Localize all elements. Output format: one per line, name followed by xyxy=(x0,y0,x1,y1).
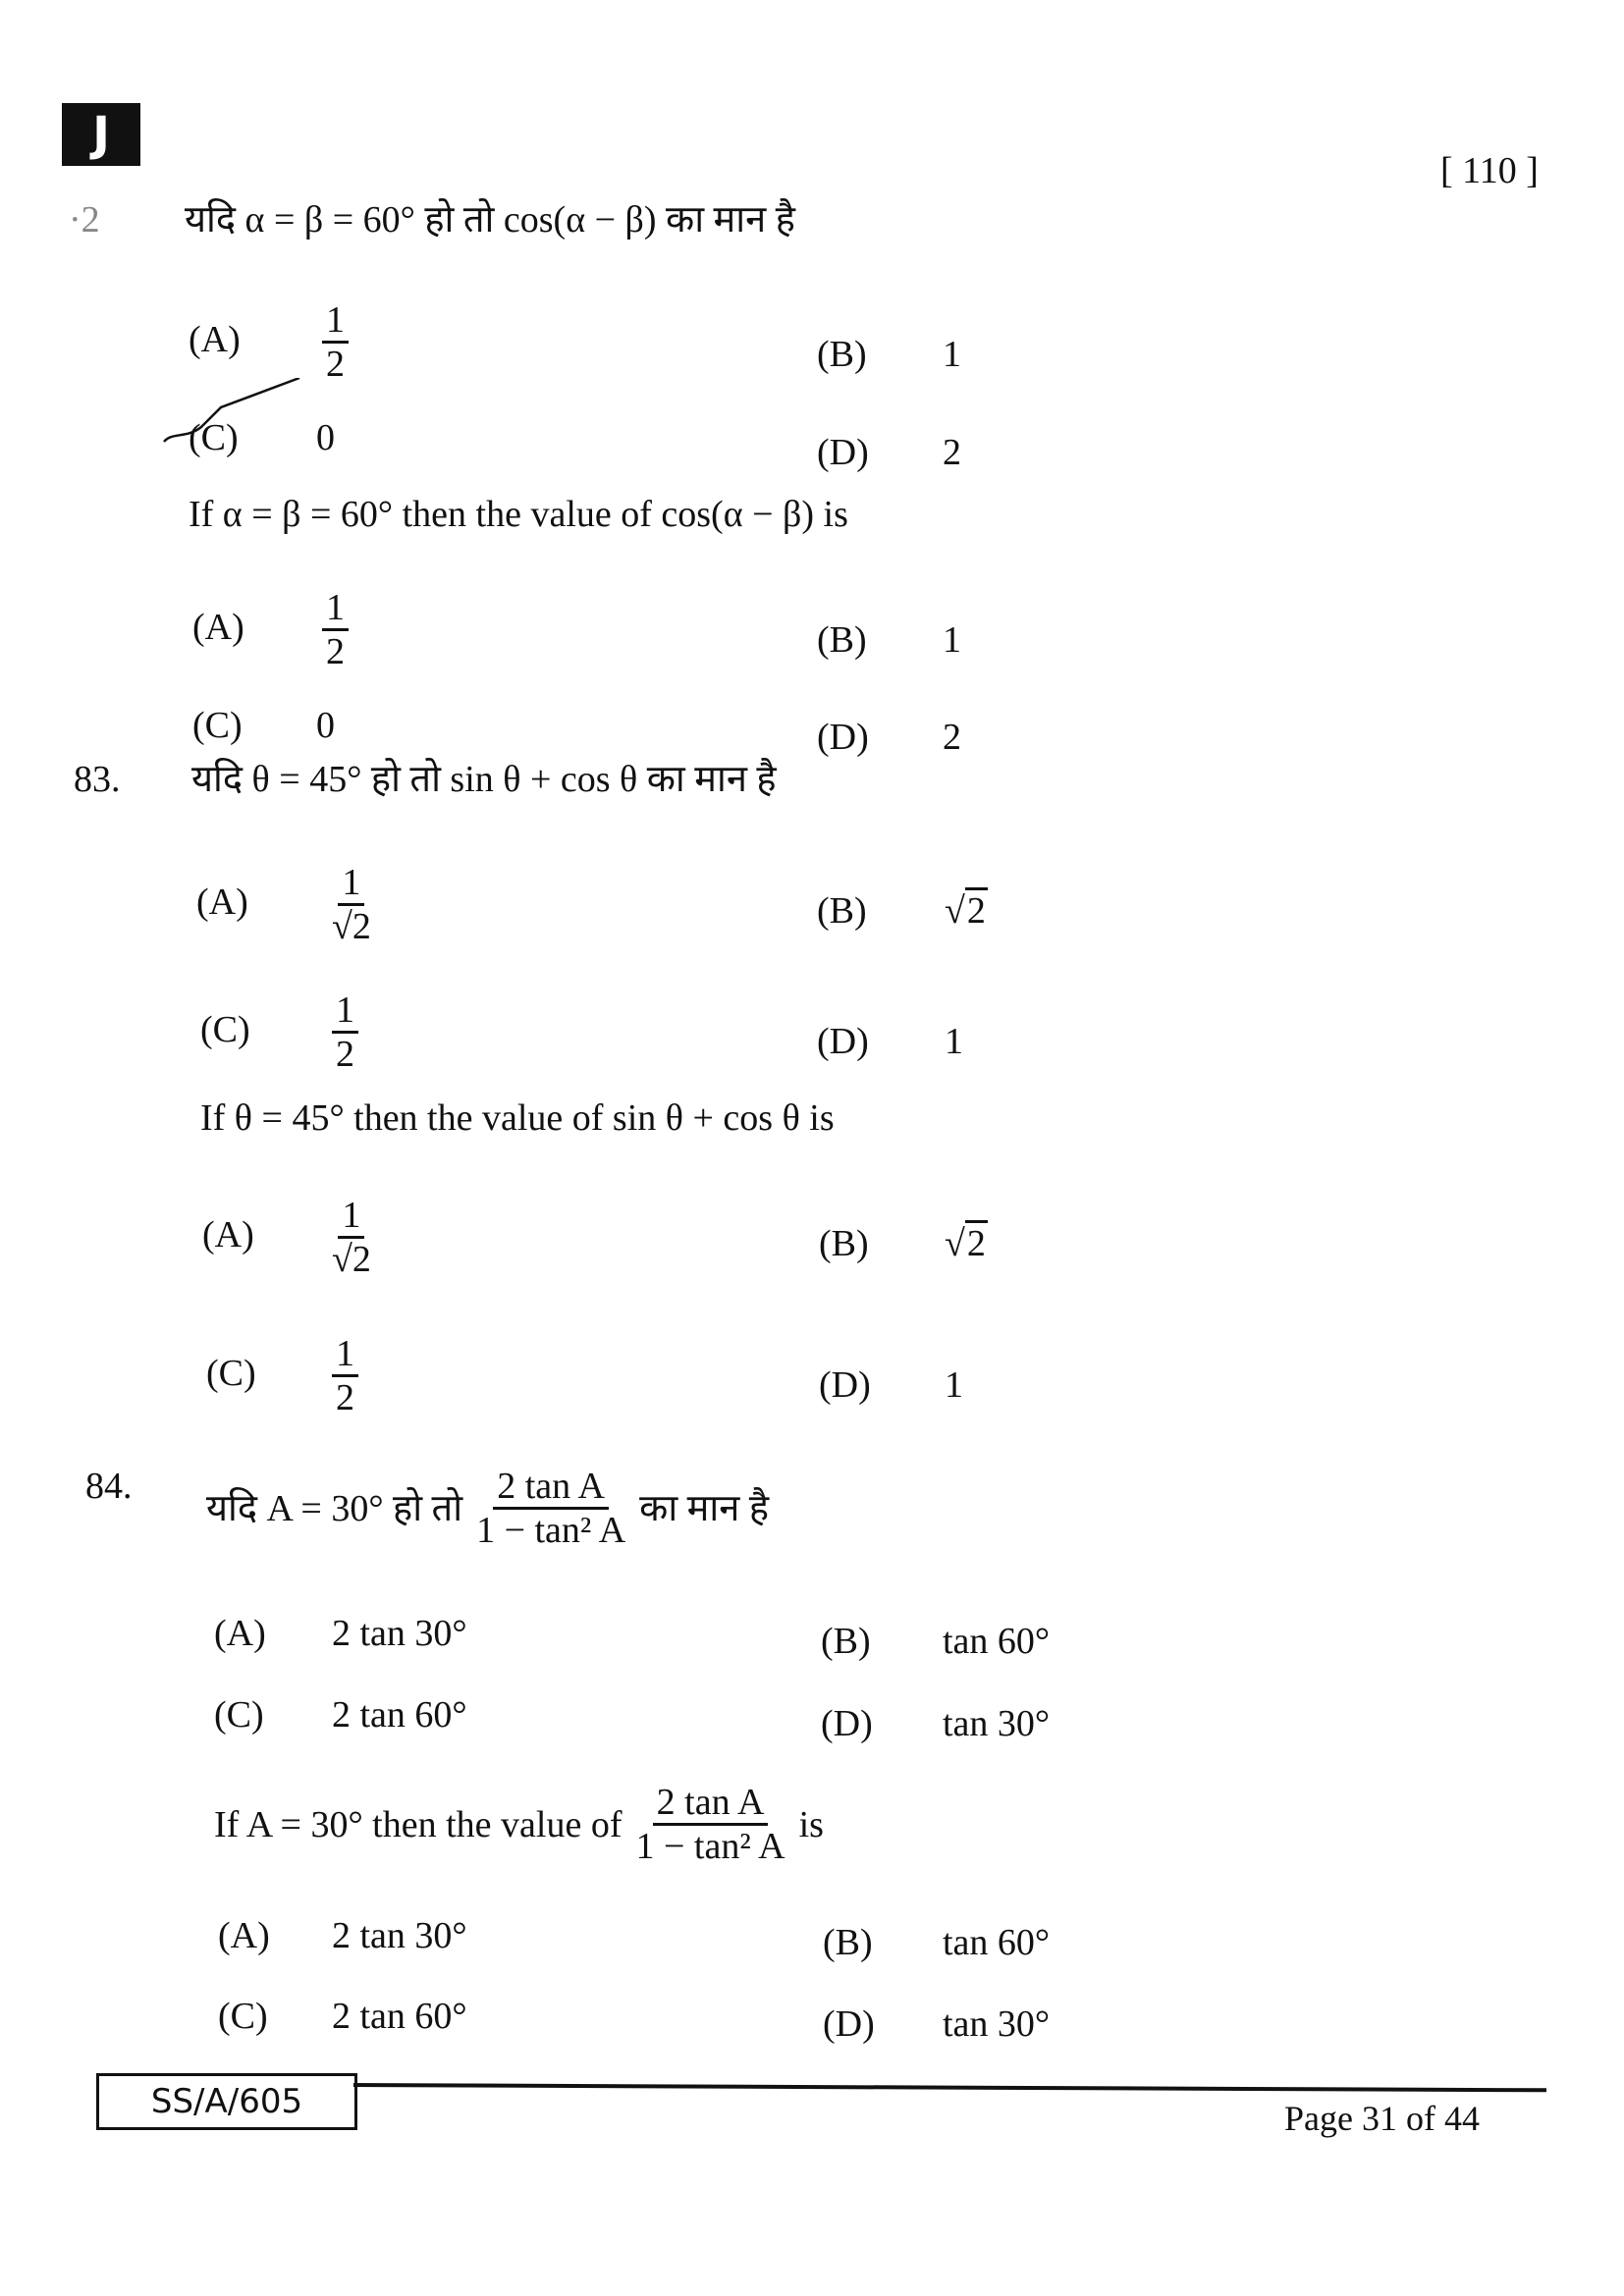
hindi-option-a xyxy=(214,1613,467,1654)
option-value xyxy=(326,1197,377,1278)
fraction xyxy=(332,1197,371,1278)
denominator: 2 xyxy=(336,1034,354,1075)
option-value xyxy=(943,1924,1050,1961)
hindi-option-c xyxy=(200,989,354,1075)
radical-sign: √ xyxy=(945,890,965,932)
hindi-option-b xyxy=(821,1621,1051,1662)
option-label: (B) xyxy=(819,1223,869,1264)
hindi-option-c xyxy=(189,417,335,458)
denominator: √2 xyxy=(332,1239,371,1280)
hindi-question-stem xyxy=(185,201,795,239)
text-run: यदि θ = 45° हो तो sin θ + cos θ का मान है xyxy=(191,759,777,800)
option-label: (C) xyxy=(218,1996,268,2037)
denominator: 2 xyxy=(326,631,345,672)
option-label: (C) xyxy=(189,417,239,458)
radicand: 2 xyxy=(965,1220,988,1264)
numerator: 1 xyxy=(332,991,358,1034)
option-label: (C) xyxy=(200,1009,250,1050)
option-label: (A) xyxy=(189,319,241,360)
text-run: 1 xyxy=(943,619,961,661)
text-run: 0 xyxy=(316,417,335,458)
option-value xyxy=(326,1335,364,1416)
fraction xyxy=(322,301,349,383)
text-run: का मान है xyxy=(639,1487,770,1529)
english-option-c xyxy=(218,1996,467,2037)
hindi-option-b xyxy=(817,334,961,375)
option-label: (B) xyxy=(817,890,867,932)
fraction xyxy=(332,991,358,1073)
english-option-d xyxy=(819,1364,963,1406)
option-value xyxy=(943,1705,1050,1742)
option-label: (D) xyxy=(821,1703,873,1744)
text-run: 2 tan 60° xyxy=(332,1996,467,2037)
text-run: 0 xyxy=(316,705,335,746)
option-value xyxy=(316,707,335,744)
text-run: tan 60° xyxy=(943,1621,1051,1662)
fraction xyxy=(635,1784,785,1865)
option-label: (C) xyxy=(214,1694,264,1735)
footer-rule xyxy=(353,2083,1546,2092)
option-label: (B) xyxy=(821,1621,871,1662)
text-run: If A = 30° then the value of xyxy=(214,1803,623,1845)
english-option-b xyxy=(819,1223,986,1264)
text-run: 2 tan 30° xyxy=(332,1915,467,1956)
option-value xyxy=(332,1917,467,1954)
text-run: 1 xyxy=(943,334,961,375)
english-question-stem xyxy=(214,1784,824,1865)
english-option-c xyxy=(192,705,335,746)
english-option-d xyxy=(823,2003,1051,2045)
text-run: tan 30° xyxy=(943,1703,1051,1744)
option-value xyxy=(316,589,354,670)
numerator: 1 xyxy=(322,301,349,344)
marks-label: [ 110 ] xyxy=(1440,150,1539,191)
english-option-b xyxy=(823,1922,1051,1963)
option-value xyxy=(316,419,335,456)
option-value xyxy=(332,1998,467,2035)
hindi-option-c xyxy=(214,1694,467,1735)
option-label: (C) xyxy=(206,1353,256,1394)
option-value xyxy=(326,864,377,945)
numerator: 2 tan A xyxy=(653,1784,769,1826)
denominator: 2 xyxy=(336,1377,354,1418)
hindi-option-b xyxy=(817,890,986,932)
english-option-b xyxy=(817,619,961,661)
square-root xyxy=(945,892,988,930)
english-option-a xyxy=(218,1915,467,1956)
option-label: (D) xyxy=(817,1021,869,1062)
fraction xyxy=(476,1468,625,1549)
option-label: (D) xyxy=(823,2003,875,2045)
text-run: is xyxy=(798,1803,824,1845)
fraction xyxy=(322,589,349,670)
denominator: 2 xyxy=(326,344,345,385)
text-run: 1 xyxy=(945,1021,963,1062)
denominator: √2 xyxy=(332,906,371,947)
option-value xyxy=(326,991,364,1073)
page-number: Page 31 of 44 xyxy=(1284,2099,1480,2138)
text-run: यदि A = 30° हो तो xyxy=(206,1487,463,1529)
option-value xyxy=(943,336,961,373)
text-run: tan 30° xyxy=(943,2003,1051,2045)
option-value xyxy=(943,2005,1050,2043)
hindi-option-a xyxy=(189,299,345,385)
option-value xyxy=(316,301,354,383)
numerator: 1 xyxy=(332,1335,358,1377)
option-value xyxy=(945,1023,963,1060)
option-value xyxy=(943,719,961,756)
hindi-option-a xyxy=(196,862,371,947)
option-label: (D) xyxy=(817,432,869,473)
option-label: (B) xyxy=(823,1922,873,1963)
english-question-stem xyxy=(189,496,848,533)
text-run: 1 xyxy=(945,1364,963,1406)
option-label: (D) xyxy=(819,1364,871,1406)
numerator: 1 xyxy=(322,589,349,631)
numerator: 1 xyxy=(338,1197,364,1239)
english-option-a xyxy=(192,587,345,672)
option-label: (A) xyxy=(214,1613,266,1654)
fraction xyxy=(332,864,371,945)
radicand: 2 xyxy=(965,887,988,932)
set-label-badge: J xyxy=(62,103,140,166)
numerator: 1 xyxy=(338,864,364,906)
option-label: (A) xyxy=(202,1214,254,1255)
hindi-question-stem xyxy=(206,1468,769,1549)
option-value xyxy=(945,892,988,930)
option-label: (A) xyxy=(218,1915,270,1956)
option-value xyxy=(943,621,961,659)
text-run: 2 tan 60° xyxy=(332,1694,467,1735)
text-run: If θ = 45° then the value of sin θ + cos θ is xyxy=(200,1097,835,1139)
english-question-stem xyxy=(200,1099,835,1137)
option-value xyxy=(943,434,961,471)
question-number: 83. xyxy=(74,759,121,800)
option-label: (B) xyxy=(817,334,867,375)
text-run: If α = β = 60° then the value of cos(α − β) is xyxy=(189,494,848,535)
hindi-option-d xyxy=(817,1021,963,1062)
english-option-a xyxy=(202,1195,371,1280)
english-option-d xyxy=(817,717,961,758)
text-run: यदि α = β = 60° हो तो cos(α − β) का मान है xyxy=(185,199,795,240)
hindi-option-d xyxy=(821,1703,1051,1744)
hindi-option-d xyxy=(817,432,961,473)
paper-code: SS/A/605 xyxy=(96,2073,357,2130)
option-value xyxy=(943,1623,1050,1660)
question-number: 84. xyxy=(85,1466,133,1507)
option-label: (C) xyxy=(192,705,243,746)
english-option-c xyxy=(206,1333,354,1418)
numerator: 2 tan A xyxy=(493,1468,609,1510)
text-run: 2 xyxy=(943,717,961,758)
hindi-question-stem xyxy=(191,761,777,798)
option-value xyxy=(332,1615,467,1652)
fraction xyxy=(332,1335,358,1416)
square-root xyxy=(945,1225,988,1262)
text-run: 2 xyxy=(943,432,961,473)
option-label: (A) xyxy=(196,881,248,923)
text-run: tan 60° xyxy=(943,1922,1051,1963)
denominator: 1 − tan² A xyxy=(476,1510,626,1551)
question-number: ·2 xyxy=(69,199,100,240)
option-label: (A) xyxy=(192,607,244,648)
option-label: (D) xyxy=(817,717,869,758)
text-run: 2 tan 30° xyxy=(332,1613,467,1654)
denominator: 1 − tan² A xyxy=(635,1826,785,1867)
option-value xyxy=(945,1366,963,1404)
radical-sign: √ xyxy=(945,1223,965,1264)
option-label: (B) xyxy=(817,619,867,661)
option-value xyxy=(332,1696,467,1734)
option-value xyxy=(945,1225,988,1262)
